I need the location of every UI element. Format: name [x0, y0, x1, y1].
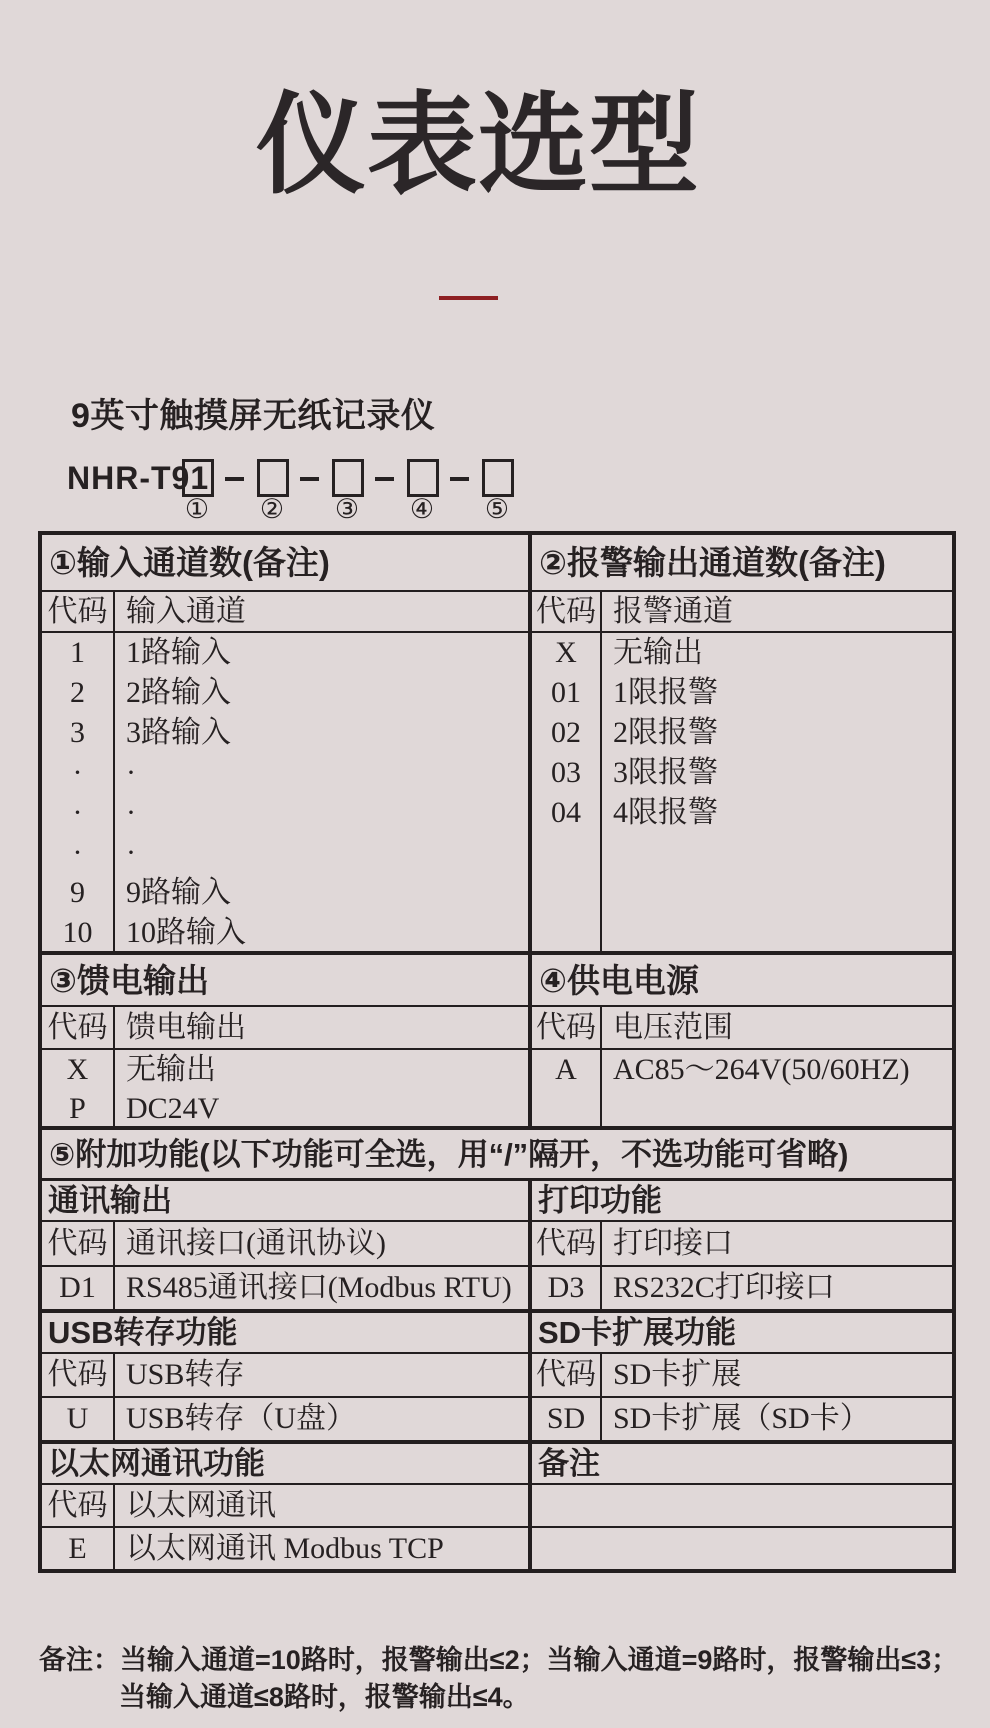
sd-code-header: 代码 [532, 1354, 602, 1396]
alarm-row-desc: 2限报警 [613, 716, 718, 749]
print-code-header: 代码 [532, 1222, 602, 1265]
input-desc-header: 输入通道 [126, 594, 246, 628]
power-row-desc: AC85～264V(50/60HZ) [613, 1053, 910, 1086]
position-label-3: ③ [334, 494, 360, 524]
input-row-code: 3 [70, 716, 85, 749]
alarm-code-header: 代码 [532, 592, 602, 631]
print-row-code: D3 [532, 1267, 602, 1309]
table-row [42, 1440, 952, 1483]
input-row-desc: · [126, 796, 136, 829]
sd-desc-header: SD卡扩展 [613, 1358, 742, 1391]
position-label-1: ① [184, 494, 210, 524]
ethernet-code-header: 代码 [42, 1485, 115, 1526]
page-title: 仪表选型 [256, 84, 700, 207]
title-accent-dash [439, 296, 498, 300]
comm-row-code: D1 [42, 1267, 115, 1309]
input-row-code: 10 [62, 916, 93, 949]
table-row [42, 1048, 952, 1126]
table-row [42, 590, 952, 631]
print-row-desc: RS232C打印接口 [613, 1271, 835, 1304]
table-row [42, 1483, 952, 1526]
section-feed-title: ③馈电输出 [49, 961, 209, 999]
alarm-row-desc: 无输出 [613, 636, 703, 669]
alarm-row-code: 03 [551, 756, 581, 789]
input-row-code: 9 [70, 876, 85, 909]
position-label-2: ② [259, 494, 285, 524]
remark-empty-cell [532, 1485, 952, 1526]
feed-row-code: P [69, 1092, 86, 1125]
model-separator-dash-1 [225, 477, 244, 481]
alarm-row-code: 01 [551, 676, 581, 709]
ethernet-desc-header: 以太网通讯 [126, 1488, 276, 1522]
comm-desc-header: 通讯接口(通讯协议) [126, 1226, 386, 1260]
model-separator-dash-2 [300, 477, 319, 481]
feed-row-desc: 无输出 [126, 1053, 216, 1086]
feed-row-desc: DC24V [126, 1092, 220, 1125]
comm-code-header: 代码 [42, 1222, 115, 1265]
table-row [42, 631, 952, 951]
input-row-desc: 3路输入 [126, 716, 231, 749]
position-label-4: ④ [409, 494, 435, 524]
table-row [42, 951, 952, 1005]
table-row [42, 1526, 952, 1569]
input-row-code: · [72, 836, 83, 869]
table-row [42, 1396, 952, 1440]
input-code-header: 代码 [42, 592, 115, 631]
section-alarm-title: ②报警输出通道数(备注) [539, 544, 886, 581]
model-option-box-1 [182, 459, 214, 497]
product-heading: 9英寸触摸屏无纸记录仪 [71, 397, 436, 435]
table-row [42, 535, 952, 590]
alarm-desc-header: 报警通道 [613, 594, 733, 628]
section-sd-title: SD卡扩展功能 [538, 1315, 737, 1350]
alarm-row-code: X [555, 636, 577, 669]
section-ethernet-title: 以太网通讯功能 [48, 1446, 265, 1481]
input-row-code: 1 [70, 636, 85, 669]
section-addon-title: ⑤附加功能(以下功能可全选，用“/”隔开，不选功能可省略) [49, 1136, 849, 1172]
section-power-title: ④供电电源 [539, 961, 699, 999]
usb-code-header: 代码 [42, 1354, 115, 1396]
model-separator-dash-4 [450, 477, 469, 481]
usb-row-desc: USB转存（U盘） [126, 1402, 357, 1435]
input-row-desc: · [126, 836, 136, 869]
comm-row-desc: RS485通讯接口(Modbus RTU) [126, 1271, 512, 1304]
table-row [42, 1265, 952, 1309]
alarm-row-code: 02 [551, 716, 581, 749]
alarm-row-code: 04 [551, 796, 581, 829]
footnote-line-1: 备注：当输入通道=10路时，报警输出≤2；当输入通道=9路时，报警输出≤3； [39, 1645, 959, 1675]
sd-row-code: SD [532, 1398, 602, 1440]
table-row [42, 1220, 952, 1265]
alarm-row-desc: 4限报警 [613, 796, 718, 829]
input-row-code: · [72, 796, 83, 829]
usb-desc-header: USB转存 [126, 1358, 245, 1391]
feed-code-header: 代码 [42, 1007, 115, 1048]
section-input-title: ①输入通道数(备注) [49, 544, 330, 581]
alarm-row-desc: 3限报警 [613, 756, 718, 789]
feed-desc-header: 馈电输出 [126, 1010, 246, 1044]
model-prefix: NHR-T91 [67, 460, 210, 496]
table-row [42, 1005, 952, 1048]
section-comm-title: 通讯输出 [48, 1183, 172, 1218]
power-code-header: 代码 [532, 1007, 602, 1048]
section-usb-title: USB转存功能 [48, 1315, 238, 1350]
position-label-5: ⑤ [484, 494, 510, 524]
print-desc-header: 打印接口 [613, 1226, 733, 1260]
selection-table [38, 531, 956, 1573]
power-desc-header: 电压范围 [613, 1010, 733, 1044]
model-option-box-2 [257, 459, 289, 497]
input-row-desc: 10路输入 [126, 916, 246, 949]
input-row-desc: · [126, 756, 136, 789]
sd-row-desc: SD卡扩展（SD卡） [613, 1402, 870, 1435]
section-print-title: 打印功能 [538, 1183, 662, 1218]
input-row-desc: 1路输入 [126, 636, 231, 669]
footnote-line-2: 当输入通道≤8路时，报警输出≤4。 [119, 1682, 530, 1712]
input-row-desc: 9路输入 [126, 876, 231, 909]
model-option-box-5 [482, 459, 514, 497]
input-row-code: · [72, 756, 83, 789]
usb-row-code: U [42, 1398, 115, 1440]
alarm-row-desc: 1限报警 [613, 676, 718, 709]
section-remark-title: 备注 [538, 1446, 600, 1481]
table-row [42, 1126, 952, 1178]
table-row [42, 1309, 952, 1352]
table-row [42, 1178, 952, 1220]
input-row-code: 2 [70, 676, 85, 709]
table-row [42, 1352, 952, 1396]
ethernet-row-code: E [42, 1528, 115, 1569]
ethernet-row-desc: 以太网通讯 Modbus TCP [126, 1531, 444, 1565]
model-option-box-3 [332, 459, 364, 497]
power-row-code: A [555, 1053, 577, 1086]
feed-row-code: X [66, 1053, 89, 1086]
model-separator-dash-3 [375, 477, 394, 481]
model-option-box-4 [407, 459, 439, 497]
input-row-desc: 2路输入 [126, 676, 231, 709]
remark-empty-cell [532, 1528, 952, 1569]
